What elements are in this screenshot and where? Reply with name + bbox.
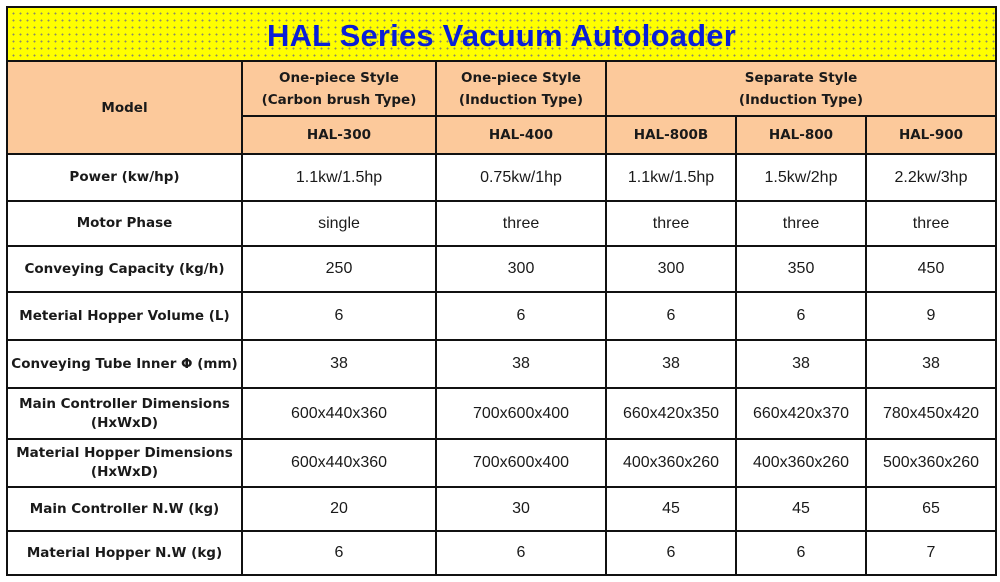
- spec-value: 38: [436, 340, 606, 388]
- spec-value: 45: [736, 487, 866, 531]
- spec-value: 450: [866, 246, 996, 292]
- spec-value: 1.5kw/2hp: [736, 154, 866, 201]
- spec-label-line: (HxWxD): [90, 414, 159, 431]
- spec-value: 6: [242, 531, 436, 575]
- model-header-label: Model: [101, 99, 148, 116]
- spec-value: 600x440x360: [242, 439, 436, 487]
- spec-value: three: [606, 201, 736, 246]
- spec-label-line: (HxWxD): [90, 464, 159, 480]
- spec-label: [7, 487, 242, 531]
- spec-row-motor-phase: [7, 201, 996, 246]
- group-header-line1: One-piece Style: [279, 69, 399, 86]
- spec-label: [7, 531, 242, 575]
- spec-label-line: Motor Phase: [76, 215, 173, 231]
- spec-value: 660x420x350: [606, 388, 736, 439]
- spec-value: three: [736, 201, 866, 246]
- spec-value: 6: [606, 531, 736, 575]
- spec-value: 1.1kw/1.5hp: [242, 154, 436, 201]
- spec-rows: [7, 154, 996, 575]
- spec-value: 7: [866, 531, 996, 575]
- group-header-one-piece-induction: [436, 61, 606, 116]
- spec-label-line: Conveying Tube Inner Φ (mm): [11, 355, 238, 372]
- group-header-line2: (Carbon brush Type): [261, 91, 417, 108]
- spec-value: three: [436, 201, 606, 246]
- group-header-line1: Separate Style: [744, 69, 858, 86]
- spec-value: 300: [606, 246, 736, 292]
- spec-value: 250: [242, 246, 436, 292]
- spec-row-controller-dimensions: [7, 388, 996, 439]
- spec-value: 65: [866, 487, 996, 531]
- spec-value: 38: [606, 340, 736, 388]
- spec-row-conveying-capacity: [7, 246, 996, 292]
- spec-value: 30: [436, 487, 606, 531]
- spec-value: 780x450x420: [866, 388, 996, 439]
- spec-value: 600x440x360: [242, 388, 436, 439]
- spec-value: 38: [736, 340, 866, 388]
- spec-value: 2.2kw/3hp: [866, 154, 996, 201]
- spec-row-tube-inner-diameter: [7, 340, 996, 388]
- spec-label: [7, 154, 242, 201]
- title-row: [7, 7, 996, 61]
- spec-value: 38: [866, 340, 996, 388]
- spec-value: single: [242, 201, 436, 246]
- spec-label: [7, 246, 242, 292]
- spec-value: 6: [736, 292, 866, 340]
- group-header-line2: (Induction Type): [458, 91, 584, 108]
- spec-value: 350: [736, 246, 866, 292]
- title-banner: [7, 7, 996, 61]
- header-group-row: [7, 61, 996, 116]
- model-hal-900: HAL-900: [866, 116, 996, 154]
- spec-label-line: Material Hopper N.W (kg): [26, 544, 223, 561]
- spec-label-line: Meterial Hopper Volume (L): [19, 307, 230, 324]
- spec-label: [7, 388, 242, 439]
- spec-value: 45: [606, 487, 736, 531]
- spec-label-line: Main Controller N.W (kg): [29, 500, 220, 517]
- table-title: HAL Series Vacuum Autoloader: [267, 17, 737, 53]
- spec-label: [7, 201, 242, 246]
- model-hal-400: HAL-400: [436, 116, 606, 154]
- spec-label-line: Main Controller Dimensions: [19, 395, 230, 412]
- model-header: [7, 61, 242, 154]
- spec-value: 0.75kw/1hp: [436, 154, 606, 201]
- group-header-line1: One-piece Style: [461, 69, 581, 86]
- group-header-separate-induction: [606, 61, 996, 116]
- spec-row-hopper-weight: [7, 531, 996, 575]
- spec-value: 500x360x260: [866, 439, 996, 487]
- spec-label-line: Power (kw/hp): [69, 169, 180, 185]
- spec-value: 38: [242, 340, 436, 388]
- spec-value: 6: [736, 531, 866, 575]
- spec-value: 300: [436, 246, 606, 292]
- spec-value: 20: [242, 487, 436, 531]
- spec-label-line: Material Hopper Dimensions: [16, 445, 233, 461]
- spec-label-line: Conveying Capacity (kg/h): [24, 260, 225, 277]
- spec-value: 660x420x370: [736, 388, 866, 439]
- model-hal-800b: HAL-800B: [606, 116, 736, 154]
- spec-label: [7, 292, 242, 340]
- spec-value: three: [866, 201, 996, 246]
- spec-row-power: [7, 154, 996, 201]
- spec-value: 400x360x260: [606, 439, 736, 487]
- group-header-one-piece-carbon: [242, 61, 436, 116]
- spec-value: 6: [242, 292, 436, 340]
- spec-value: 700x600x400: [436, 439, 606, 487]
- spec-label: [7, 340, 242, 388]
- model-hal-800: HAL-800: [736, 116, 866, 154]
- spec-value: 6: [606, 292, 736, 340]
- spec-value: 6: [436, 292, 606, 340]
- spec-row-hopper-volume: [7, 292, 996, 340]
- spec-row-hopper-dimensions: [7, 439, 996, 487]
- group-header-line2: (Induction Type): [738, 91, 864, 108]
- spec-table: [6, 6, 997, 576]
- spec-value: 9: [866, 292, 996, 340]
- spec-value: 1.1kw/1.5hp: [606, 154, 736, 201]
- model-hal-300: HAL-300: [242, 116, 436, 154]
- spec-label: [7, 439, 242, 487]
- spec-value: 400x360x260: [736, 439, 866, 487]
- spec-row-controller-weight: [7, 487, 996, 531]
- spec-value: 700x600x400: [436, 388, 606, 439]
- spec-value: 6: [436, 531, 606, 575]
